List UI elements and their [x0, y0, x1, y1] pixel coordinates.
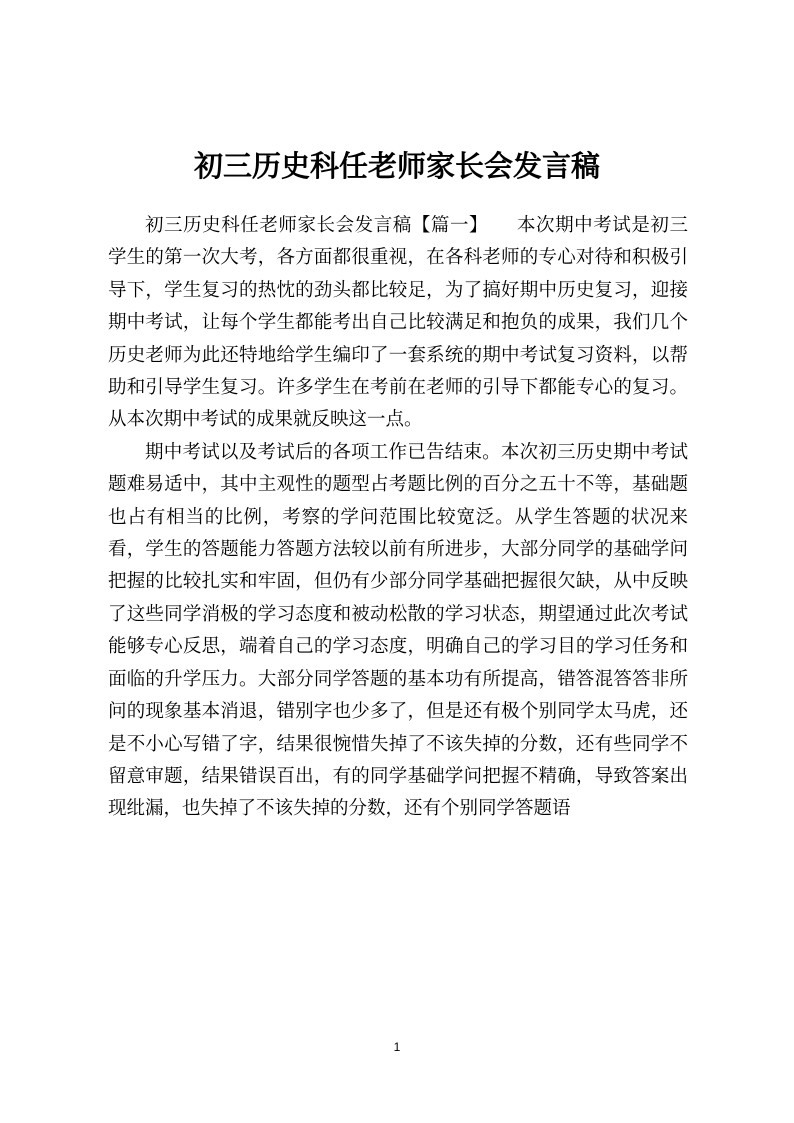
paragraph-2: 期中考试以及考试后的各项工作已告结束。本次初三历史期中考试题难易适中，其中主观性的题型占考题比例的百分之五十不等，基础题也占有相当的比例，考察的学问范围比较宽泛。从学生答题的状况来看，学生的答题能力答题方法较以前有所进步，大部分同学的基础学问把握的比较扎实和牢固，但仍有少部分同学基础把握很欠缺，从中反映了这些同学消极的学习态度和被动松散的学习状态，期望通过此次考试能够专心反思，端着自己的学习态度，明确自己的学习目的学习任务和面临的升学压力。大部分同学答题的基本功有所提高，错答混答答非所问的现象基本消退，错别字也少多了，但是还有极个别同学太马虎，还是不小心写错了字，结果很惋惜失掉了不该失掉的分数，还有些同学不留意审题，结果错误百出，有的同学基础学问把握不精确，导致答案出现纰漏，也失掉了不该失掉的分数，还有个别同学答题语	[108, 441, 688, 820]
paragraph-1: 初三历史科任老师家长会发言稿【篇一】 本次期中考试是初三学生的第一次大考，各方面都很重视，在各科老师的专心对待和积极引导下，学生复习的热忱的劲头都比较足，为了搞好期中历史复习，迎接期中考试，让每个学生都能考出自己比较满足和抱负的成果，我们几个历史老师为此还特地给学生编印了一套系统的期中考试复习资料，以帮助和引导学生复习。许多学生在考前在老师的引导下都能专心的复习。从本次期中考试的成果就反映这一点。	[108, 215, 688, 431]
page-number: 1	[393, 1040, 401, 1054]
document-title: 初三历史科任老师家长会发言稿	[193, 149, 600, 183]
document-body	[108, 210, 688, 826]
